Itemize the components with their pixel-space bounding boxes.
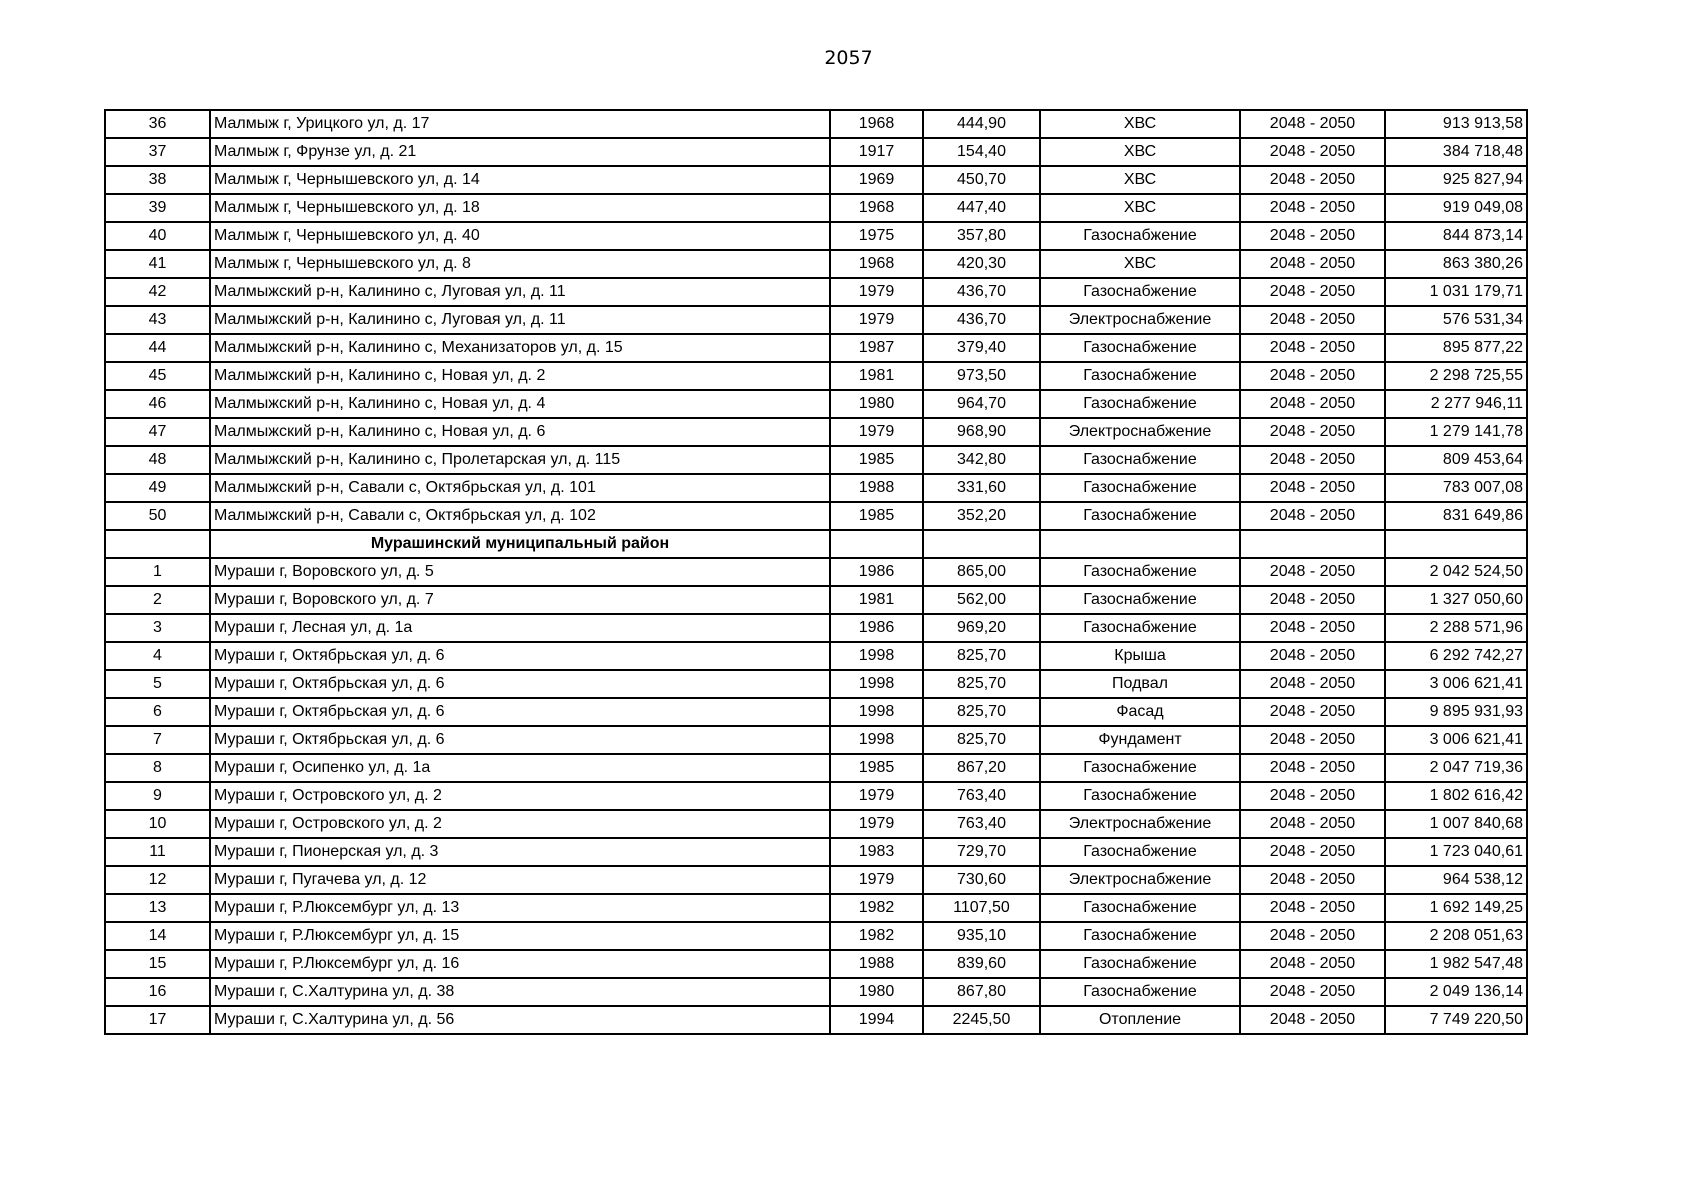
address-cell: Малмыж г, Чернышевского ул, д. 40 <box>210 222 830 250</box>
area-cell: 825,70 <box>923 670 1040 698</box>
area-cell: 968,90 <box>923 418 1040 446</box>
address-cell: Малмыжский р-н, Савали с, Октябрьская ул, д. 102 <box>210 502 830 530</box>
area-cell: 352,20 <box>923 502 1040 530</box>
address-cell: Малмыжский р-н, Калинино с, Новая ул, д. 4 <box>210 390 830 418</box>
area-cell: 357,80 <box>923 222 1040 250</box>
address-cell: Малмыжский р-н, Калинино с, Пролетарская ул, д. 115 <box>210 446 830 474</box>
period-cell: 2048 - 2050 <box>1240 754 1385 782</box>
period-cell: 2048 - 2050 <box>1240 138 1385 166</box>
cost-cell: 831 649,86 <box>1385 502 1527 530</box>
cost-cell: 576 531,34 <box>1385 306 1527 334</box>
cost-cell: 809 453,64 <box>1385 446 1527 474</box>
table-row <box>105 698 1527 726</box>
table-row <box>105 782 1527 810</box>
work-type-cell: Газоснабжение <box>1040 446 1240 474</box>
period-cell: 2048 - 2050 <box>1240 110 1385 138</box>
area-cell: 730,60 <box>923 866 1040 894</box>
row-number-cell: 10 <box>105 810 210 838</box>
section-empty-cell <box>1040 530 1240 558</box>
table-row <box>105 866 1527 894</box>
year-cell: 1988 <box>830 950 923 978</box>
work-type-cell: Фасад <box>1040 698 1240 726</box>
row-number-cell: 14 <box>105 922 210 950</box>
row-number-cell: 46 <box>105 390 210 418</box>
cost-cell: 1 982 547,48 <box>1385 950 1527 978</box>
period-cell: 2048 - 2050 <box>1240 418 1385 446</box>
period-cell: 2048 - 2050 <box>1240 614 1385 642</box>
area-cell: 763,40 <box>923 810 1040 838</box>
area-cell: 436,70 <box>923 306 1040 334</box>
address-cell: Мураши г, Пионерская ул, д. 3 <box>210 838 830 866</box>
year-cell: 1975 <box>830 222 923 250</box>
table-row <box>105 418 1527 446</box>
year-cell: 1979 <box>830 278 923 306</box>
row-number-cell: 7 <box>105 726 210 754</box>
area-cell: 825,70 <box>923 726 1040 754</box>
year-cell: 1998 <box>830 642 923 670</box>
year-cell: 1985 <box>830 446 923 474</box>
table-row <box>105 250 1527 278</box>
row-number-cell: 36 <box>105 110 210 138</box>
area-cell: 2245,50 <box>923 1006 1040 1034</box>
cost-cell: 9 895 931,93 <box>1385 698 1527 726</box>
period-cell: 2048 - 2050 <box>1240 950 1385 978</box>
work-type-cell: ХВС <box>1040 194 1240 222</box>
address-cell: Малмыж г, Урицкого ул, д. 17 <box>210 110 830 138</box>
area-cell: 865,00 <box>923 558 1040 586</box>
cost-cell: 1 279 141,78 <box>1385 418 1527 446</box>
row-number-cell: 3 <box>105 614 210 642</box>
period-cell: 2048 - 2050 <box>1240 726 1385 754</box>
year-cell: 1982 <box>830 894 923 922</box>
year-cell: 1998 <box>830 670 923 698</box>
work-type-cell: Крыша <box>1040 642 1240 670</box>
address-cell: Мураши г, Островского ул, д. 2 <box>210 810 830 838</box>
area-cell: 331,60 <box>923 474 1040 502</box>
work-type-cell: ХВС <box>1040 138 1240 166</box>
period-cell: 2048 - 2050 <box>1240 250 1385 278</box>
year-cell: 1979 <box>830 810 923 838</box>
page-number: 2057 <box>824 47 873 69</box>
row-number-cell: 41 <box>105 250 210 278</box>
period-cell: 2048 - 2050 <box>1240 278 1385 306</box>
work-type-cell: ХВС <box>1040 110 1240 138</box>
year-cell: 1986 <box>830 558 923 586</box>
work-type-cell: ХВС <box>1040 250 1240 278</box>
row-number-cell: 13 <box>105 894 210 922</box>
table-row <box>105 334 1527 362</box>
table-row <box>105 950 1527 978</box>
address-cell: Малмыж г, Фрунзе ул, д. 21 <box>210 138 830 166</box>
cost-cell: 964 538,12 <box>1385 866 1527 894</box>
period-cell: 2048 - 2050 <box>1240 782 1385 810</box>
work-type-cell: Газоснабжение <box>1040 782 1240 810</box>
table-row <box>105 838 1527 866</box>
period-cell: 2048 - 2050 <box>1240 222 1385 250</box>
area-cell: 154,40 <box>923 138 1040 166</box>
area-cell: 562,00 <box>923 586 1040 614</box>
table-row <box>105 558 1527 586</box>
row-number-cell: 15 <box>105 950 210 978</box>
row-number-cell: 11 <box>105 838 210 866</box>
cost-cell: 2 208 051,63 <box>1385 922 1527 950</box>
repair-schedule-table <box>104 109 1528 1035</box>
address-cell: Малмыжский р-н, Калинино с, Механизаторов ул, д. 15 <box>210 334 830 362</box>
period-cell: 2048 - 2050 <box>1240 306 1385 334</box>
cost-cell: 913 913,58 <box>1385 110 1527 138</box>
work-type-cell: Газоснабжение <box>1040 278 1240 306</box>
row-number-cell: 1 <box>105 558 210 586</box>
table-row <box>105 278 1527 306</box>
address-cell: Мураши г, Октябрьская ул, д. 6 <box>210 726 830 754</box>
work-type-cell: Газоснабжение <box>1040 502 1240 530</box>
table-row <box>105 222 1527 250</box>
row-number-cell: 5 <box>105 670 210 698</box>
table-row <box>105 726 1527 754</box>
address-cell: Малмыжский р-н, Калинино с, Луговая ул, д. 11 <box>210 306 830 334</box>
year-cell: 1982 <box>830 922 923 950</box>
area-cell: 379,40 <box>923 334 1040 362</box>
address-cell: Мураши г, С.Халтурина ул, д. 38 <box>210 978 830 1006</box>
address-cell: Малмыжский р-н, Калинино с, Новая ул, д. 2 <box>210 362 830 390</box>
work-type-cell: Газоснабжение <box>1040 614 1240 642</box>
work-type-cell: Подвал <box>1040 670 1240 698</box>
table-row <box>105 194 1527 222</box>
section-empty-cell <box>830 530 923 558</box>
work-type-cell: Электроснабжение <box>1040 418 1240 446</box>
section-empty-cell <box>1385 530 1527 558</box>
row-number-cell: 37 <box>105 138 210 166</box>
address-cell: Мураши г, Р.Люксембург ул, д. 15 <box>210 922 830 950</box>
period-cell: 2048 - 2050 <box>1240 698 1385 726</box>
cost-cell: 783 007,08 <box>1385 474 1527 502</box>
year-cell: 1985 <box>830 502 923 530</box>
section-empty-cell <box>1240 530 1385 558</box>
row-number-cell: 50 <box>105 502 210 530</box>
address-cell: Малмыж г, Чернышевского ул, д. 14 <box>210 166 830 194</box>
work-type-cell: Газоснабжение <box>1040 474 1240 502</box>
year-cell: 1988 <box>830 474 923 502</box>
cost-cell: 384 718,48 <box>1385 138 1527 166</box>
work-type-cell: Газоснабжение <box>1040 838 1240 866</box>
period-cell: 2048 - 2050 <box>1240 894 1385 922</box>
table-body <box>105 110 1527 1034</box>
row-number-cell: 4 <box>105 642 210 670</box>
work-type-cell: Отопление <box>1040 1006 1240 1034</box>
area-cell: 763,40 <box>923 782 1040 810</box>
cost-cell: 2 049 136,14 <box>1385 978 1527 1006</box>
cost-cell: 844 873,14 <box>1385 222 1527 250</box>
year-cell: 1998 <box>830 698 923 726</box>
year-cell: 1987 <box>830 334 923 362</box>
table-row <box>105 306 1527 334</box>
year-cell: 1979 <box>830 306 923 334</box>
row-number-cell: 45 <box>105 362 210 390</box>
period-cell: 2048 - 2050 <box>1240 166 1385 194</box>
year-cell: 1985 <box>830 754 923 782</box>
area-cell: 342,80 <box>923 446 1040 474</box>
period-cell: 2048 - 2050 <box>1240 978 1385 1006</box>
work-type-cell: Электроснабжение <box>1040 866 1240 894</box>
cost-cell: 2 047 719,36 <box>1385 754 1527 782</box>
cost-cell: 2 277 946,11 <box>1385 390 1527 418</box>
cost-cell: 3 006 621,41 <box>1385 670 1527 698</box>
year-cell: 1994 <box>830 1006 923 1034</box>
period-cell: 2048 - 2050 <box>1240 1006 1385 1034</box>
period-cell: 2048 - 2050 <box>1240 922 1385 950</box>
row-number-cell: 44 <box>105 334 210 362</box>
row-number-cell: 47 <box>105 418 210 446</box>
area-cell: 964,70 <box>923 390 1040 418</box>
table-row <box>105 894 1527 922</box>
row-number-cell: 40 <box>105 222 210 250</box>
work-type-cell: Газоснабжение <box>1040 894 1240 922</box>
section-row <box>105 530 1527 558</box>
row-number-cell: 12 <box>105 866 210 894</box>
area-cell: 867,20 <box>923 754 1040 782</box>
table-row <box>105 502 1527 530</box>
year-cell: 1980 <box>830 390 923 418</box>
area-cell: 729,70 <box>923 838 1040 866</box>
cost-cell: 6 292 742,27 <box>1385 642 1527 670</box>
row-number-cell: 39 <box>105 194 210 222</box>
period-cell: 2048 - 2050 <box>1240 446 1385 474</box>
year-cell: 1983 <box>830 838 923 866</box>
period-cell: 2048 - 2050 <box>1240 362 1385 390</box>
row-number-cell: 17 <box>105 1006 210 1034</box>
cost-cell: 1 723 040,61 <box>1385 838 1527 866</box>
address-cell: Мураши г, Октябрьская ул, д. 6 <box>210 698 830 726</box>
cost-cell: 2 288 571,96 <box>1385 614 1527 642</box>
area-cell: 825,70 <box>923 642 1040 670</box>
year-cell: 1979 <box>830 866 923 894</box>
work-type-cell: Электроснабжение <box>1040 306 1240 334</box>
work-type-cell: Газоснабжение <box>1040 334 1240 362</box>
cost-cell: 1 802 616,42 <box>1385 782 1527 810</box>
address-cell: Мураши г, Воровского ул, д. 7 <box>210 586 830 614</box>
cost-cell: 3 006 621,41 <box>1385 726 1527 754</box>
area-cell: 867,80 <box>923 978 1040 1006</box>
table-row <box>105 138 1527 166</box>
period-cell: 2048 - 2050 <box>1240 670 1385 698</box>
cost-cell: 2 042 524,50 <box>1385 558 1527 586</box>
table-row <box>105 474 1527 502</box>
row-number-cell: 8 <box>105 754 210 782</box>
table-row <box>105 754 1527 782</box>
work-type-cell: Газоснабжение <box>1040 978 1240 1006</box>
address-cell: Мураши г, Пугачева ул, д. 12 <box>210 866 830 894</box>
area-cell: 444,90 <box>923 110 1040 138</box>
table-row <box>105 586 1527 614</box>
area-cell: 973,50 <box>923 362 1040 390</box>
work-type-cell: Газоснабжение <box>1040 754 1240 782</box>
area-cell: 420,30 <box>923 250 1040 278</box>
address-cell: Мураши г, Р.Люксембург ул, д. 16 <box>210 950 830 978</box>
area-cell: 450,70 <box>923 166 1040 194</box>
year-cell: 1968 <box>830 194 923 222</box>
table-row <box>105 446 1527 474</box>
table-row <box>105 978 1527 1006</box>
address-cell: Мураши г, Воровского ул, д. 5 <box>210 558 830 586</box>
period-cell: 2048 - 2050 <box>1240 586 1385 614</box>
table-row <box>105 362 1527 390</box>
address-cell: Мураши г, Октябрьская ул, д. 6 <box>210 642 830 670</box>
year-cell: 1969 <box>830 166 923 194</box>
cost-cell: 895 877,22 <box>1385 334 1527 362</box>
cost-cell: 1 692 149,25 <box>1385 894 1527 922</box>
row-number-cell: 48 <box>105 446 210 474</box>
cost-cell: 1 327 050,60 <box>1385 586 1527 614</box>
address-cell: Малмыж г, Чернышевского ул, д. 8 <box>210 250 830 278</box>
year-cell: 1986 <box>830 614 923 642</box>
row-number-cell: 9 <box>105 782 210 810</box>
section-empty-cell <box>105 530 210 558</box>
period-cell: 2048 - 2050 <box>1240 866 1385 894</box>
work-type-cell: Газоснабжение <box>1040 950 1240 978</box>
work-type-cell: Фундамент <box>1040 726 1240 754</box>
cost-cell: 925 827,94 <box>1385 166 1527 194</box>
period-cell: 2048 - 2050 <box>1240 194 1385 222</box>
work-type-cell: Газоснабжение <box>1040 586 1240 614</box>
year-cell: 1998 <box>830 726 923 754</box>
work-type-cell: Газоснабжение <box>1040 390 1240 418</box>
row-number-cell: 49 <box>105 474 210 502</box>
period-cell: 2048 - 2050 <box>1240 502 1385 530</box>
address-cell: Малмыжский р-н, Калинино с, Луговая ул, д. 11 <box>210 278 830 306</box>
address-cell: Мураши г, С.Халтурина ул, д. 56 <box>210 1006 830 1034</box>
period-cell: 2048 - 2050 <box>1240 838 1385 866</box>
row-number-cell: 43 <box>105 306 210 334</box>
address-cell: Малмыжский р-н, Савали с, Октябрьская ул, д. 101 <box>210 474 830 502</box>
area-cell: 935,10 <box>923 922 1040 950</box>
table-row <box>105 166 1527 194</box>
row-number-cell: 42 <box>105 278 210 306</box>
period-cell: 2048 - 2050 <box>1240 390 1385 418</box>
area-cell: 1107,50 <box>923 894 1040 922</box>
year-cell: 1980 <box>830 978 923 1006</box>
cost-cell: 863 380,26 <box>1385 250 1527 278</box>
table-row <box>105 810 1527 838</box>
area-cell: 969,20 <box>923 614 1040 642</box>
table-row <box>105 922 1527 950</box>
row-number-cell: 6 <box>105 698 210 726</box>
cost-cell: 1 007 840,68 <box>1385 810 1527 838</box>
work-type-cell: Газоснабжение <box>1040 922 1240 950</box>
table-row <box>105 670 1527 698</box>
year-cell: 1979 <box>830 418 923 446</box>
year-cell: 1917 <box>830 138 923 166</box>
cost-cell: 7 749 220,50 <box>1385 1006 1527 1034</box>
address-cell: Мураши г, Лесная ул, д. 1а <box>210 614 830 642</box>
year-cell: 1981 <box>830 586 923 614</box>
year-cell: 1968 <box>830 250 923 278</box>
period-cell: 2048 - 2050 <box>1240 810 1385 838</box>
area-cell: 447,40 <box>923 194 1040 222</box>
table-row <box>105 390 1527 418</box>
work-type-cell: ХВС <box>1040 166 1240 194</box>
area-cell: 825,70 <box>923 698 1040 726</box>
address-cell: Малмыж г, Чернышевского ул, д. 18 <box>210 194 830 222</box>
year-cell: 1968 <box>830 110 923 138</box>
address-cell: Малмыжский р-н, Калинино с, Новая ул, д. 6 <box>210 418 830 446</box>
area-cell: 839,60 <box>923 950 1040 978</box>
table-row <box>105 642 1527 670</box>
cost-cell: 1 031 179,71 <box>1385 278 1527 306</box>
cost-cell: 2 298 725,55 <box>1385 362 1527 390</box>
cost-cell: 919 049,08 <box>1385 194 1527 222</box>
work-type-cell: Электроснабжение <box>1040 810 1240 838</box>
period-cell: 2048 - 2050 <box>1240 558 1385 586</box>
work-type-cell: Газоснабжение <box>1040 558 1240 586</box>
section-empty-cell <box>923 530 1040 558</box>
row-number-cell: 38 <box>105 166 210 194</box>
address-cell: Мураши г, Р.Люксембург ул, д. 13 <box>210 894 830 922</box>
work-type-cell: Газоснабжение <box>1040 362 1240 390</box>
period-cell: 2048 - 2050 <box>1240 642 1385 670</box>
row-number-cell: 16 <box>105 978 210 1006</box>
address-cell: Мураши г, Островского ул, д. 2 <box>210 782 830 810</box>
period-cell: 2048 - 2050 <box>1240 474 1385 502</box>
area-cell: 436,70 <box>923 278 1040 306</box>
table-row <box>105 1006 1527 1034</box>
year-cell: 1979 <box>830 782 923 810</box>
address-cell: Мураши г, Осипенко ул, д. 1а <box>210 754 830 782</box>
work-type-cell: Газоснабжение <box>1040 222 1240 250</box>
section-title: Мурашинский муниципальный район <box>210 530 830 558</box>
table-row <box>105 110 1527 138</box>
row-number-cell: 2 <box>105 586 210 614</box>
period-cell: 2048 - 2050 <box>1240 334 1385 362</box>
table-row <box>105 614 1527 642</box>
year-cell: 1981 <box>830 362 923 390</box>
address-cell: Мураши г, Октябрьская ул, д. 6 <box>210 670 830 698</box>
